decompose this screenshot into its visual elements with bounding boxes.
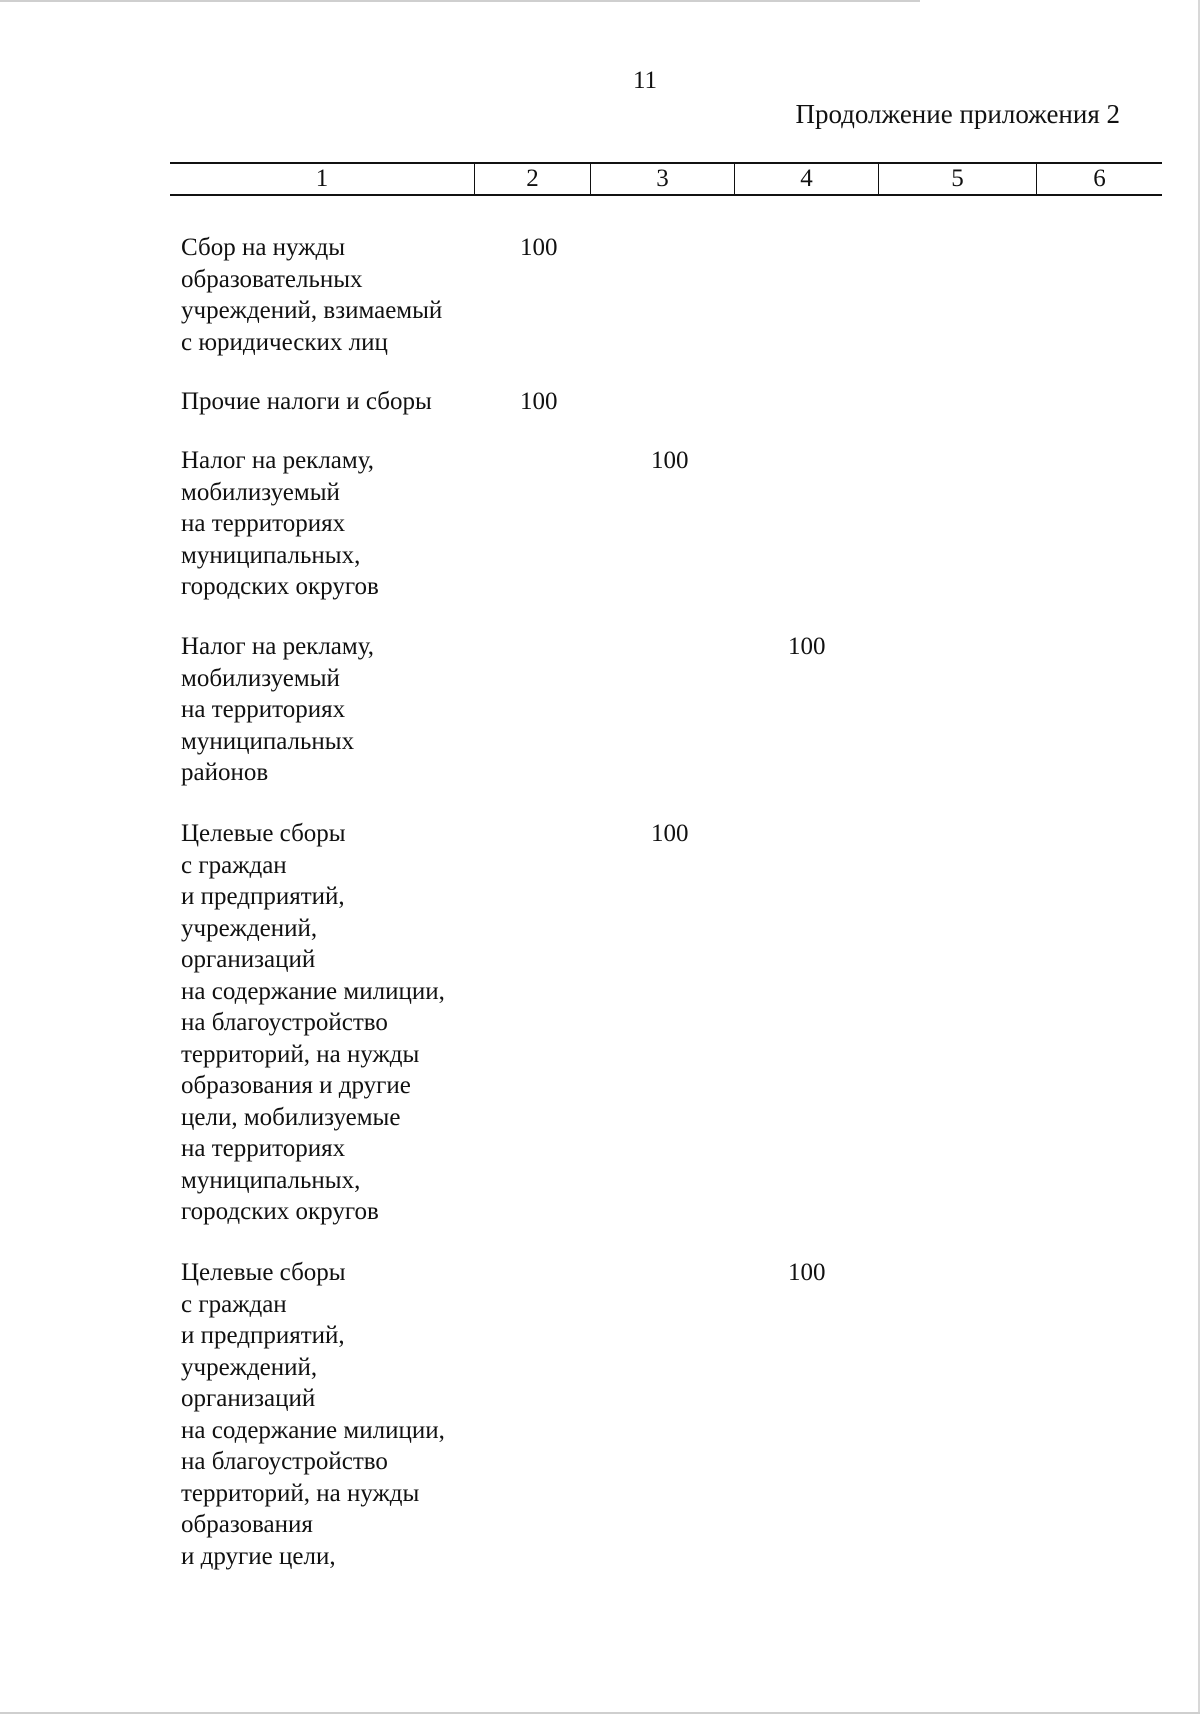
row-name: Целевые сборы с граждан и предприятий, учреждений, организаций на содержание милиции, на благоустройство территорий, на нужды образования и другие цели, bbox=[181, 1259, 445, 1570]
header-cell-3: 3 bbox=[591, 164, 735, 194]
row-value: 100 bbox=[651, 820, 689, 847]
header-cell-5: 5 bbox=[879, 164, 1037, 194]
row-value: 100 bbox=[788, 633, 826, 660]
continuation-label: Продолжение приложения 2 bbox=[795, 99, 1120, 129]
header-cell-2: 2 bbox=[475, 164, 591, 194]
row-name: Сбор на нужды образовательных учреждений, взимаемый с юридических лиц bbox=[181, 234, 443, 356]
row-value: 100 bbox=[651, 447, 689, 474]
row-name: Налог на рекламу, мобилизуемый на территориях муниципальных, городских округов bbox=[181, 447, 379, 600]
row-value: 100 bbox=[788, 1259, 826, 1286]
table-header bbox=[170, 162, 1162, 196]
header-cell-4: 4 bbox=[735, 164, 879, 194]
row-value: 100 bbox=[520, 388, 558, 415]
scan-top-edge bbox=[0, 0, 920, 2]
row-name: Прочие налоги и сборы bbox=[181, 388, 432, 415]
header-cell-6: 6 bbox=[1093, 165, 1106, 192]
row-value: 100 bbox=[520, 234, 558, 261]
page-number: 11 bbox=[632, 67, 658, 94]
row-name: Налог на рекламу, мобилизуемый на территориях муниципальных районов bbox=[181, 633, 374, 786]
row-name: Целевые сборы с граждан и предприятий, учреждений, организаций на содержание милиции, на благоустройство территорий, на нужды образования и другие цели, мобилизуемые на территориях муниципальных, городских округов bbox=[181, 820, 445, 1225]
header-cell-1: 1 bbox=[170, 164, 475, 194]
